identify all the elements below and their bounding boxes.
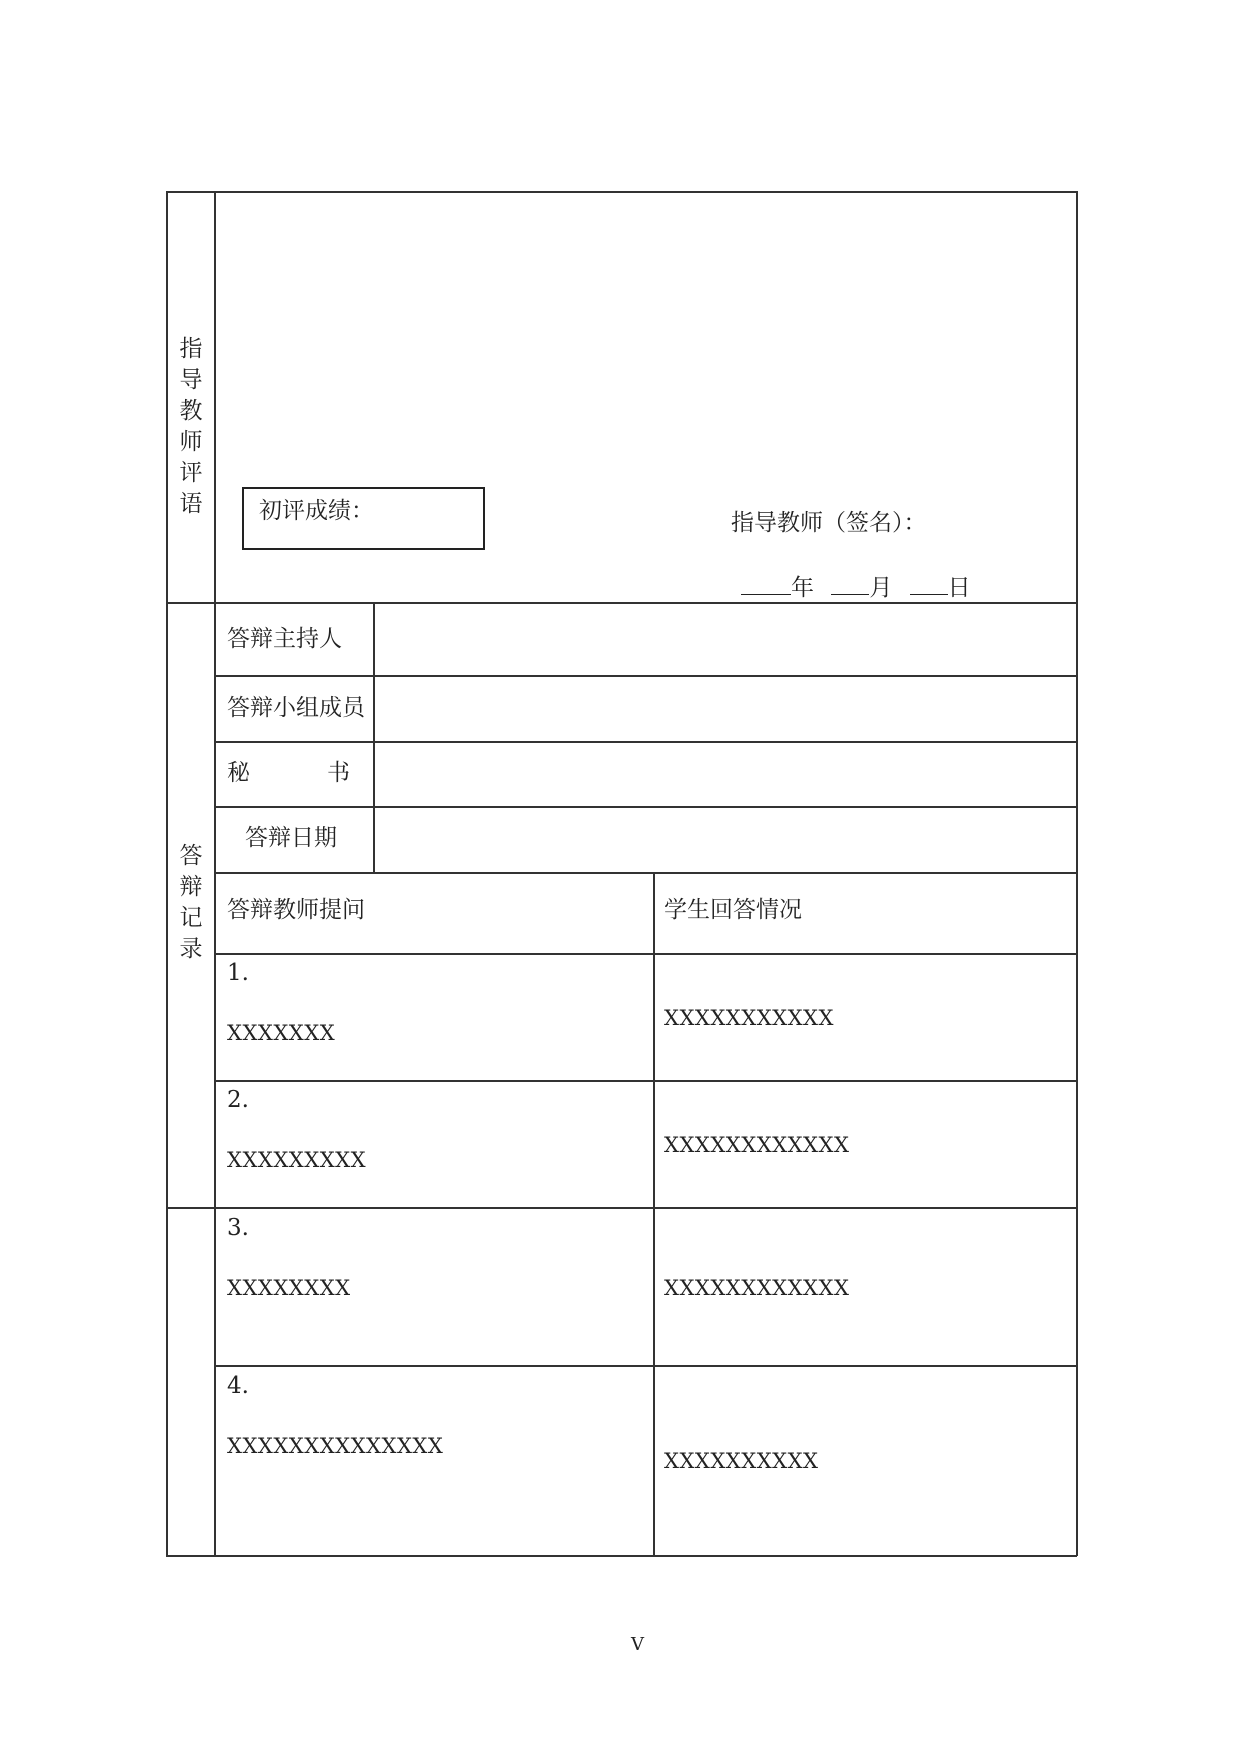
day-label: 日 bbox=[947, 575, 971, 601]
row-divider bbox=[214, 1365, 1077, 1367]
table-right-border bbox=[1076, 191, 1078, 1556]
question-number: 4. bbox=[227, 1373, 249, 1399]
table-top-border bbox=[166, 191, 1077, 193]
initial-score-label: 初评成绩： bbox=[259, 498, 374, 524]
table-bottom-border bbox=[166, 1555, 1077, 1557]
defense-record-side-label: 答辩记录 bbox=[179, 843, 203, 962]
row-divider bbox=[214, 675, 1077, 677]
question-number: 3. bbox=[227, 1215, 249, 1241]
answer-column-header: 学生回答情况 bbox=[664, 897, 802, 923]
month-label: 月 bbox=[869, 575, 893, 601]
row-divider bbox=[214, 953, 1077, 955]
answer-text: XXXXXXXXXXXX bbox=[664, 1133, 850, 1157]
question-column-header: 答辩教师提问 bbox=[227, 897, 365, 923]
table-left-border bbox=[166, 191, 168, 1556]
defense-members-label: 答辩小组成员 bbox=[227, 695, 365, 721]
row-divider bbox=[214, 741, 1077, 743]
secretary-label-part2: 书 bbox=[327, 760, 350, 786]
defense-host-label: 答辩主持人 bbox=[227, 626, 342, 652]
signature-date bbox=[741, 574, 971, 600]
defense-members-field[interactable] bbox=[380, 679, 1070, 738]
secretary-label-part1: 秘 bbox=[227, 760, 250, 786]
answer-text: XXXXXXXXXXXX bbox=[664, 1276, 850, 1300]
year-label: 年 bbox=[791, 575, 814, 601]
defense-date-field[interactable] bbox=[380, 810, 1070, 869]
info-label-divider bbox=[373, 602, 375, 873]
row-divider bbox=[214, 872, 1077, 874]
side-column-divider bbox=[214, 191, 216, 1556]
year-blank[interactable] bbox=[741, 574, 791, 595]
answer-text: XXXXXXXXXXX bbox=[664, 1006, 834, 1030]
question-text: XXXXXXXX bbox=[227, 1276, 351, 1300]
advisor-signature-label: 指导教师（签名）： bbox=[731, 510, 927, 536]
question-text: XXXXXXXXX bbox=[227, 1148, 367, 1172]
page-break-divider bbox=[166, 1207, 1077, 1209]
answer-text: XXXXXXXXXX bbox=[664, 1449, 819, 1473]
question-text: XXXXXXXXXXXXXX bbox=[227, 1434, 444, 1458]
page-number: V bbox=[631, 1634, 644, 1655]
secretary-field[interactable] bbox=[380, 745, 1070, 803]
row-divider bbox=[214, 1080, 1077, 1082]
row-divider bbox=[214, 806, 1077, 808]
defense-host-field[interactable] bbox=[380, 606, 1070, 672]
qa-column-divider bbox=[653, 872, 655, 1556]
section-divider bbox=[166, 602, 1077, 604]
advisor-comment-side-label: 指导教师评语 bbox=[179, 336, 203, 517]
defense-date-label: 答辩日期 bbox=[245, 825, 337, 851]
question-text: XXXXXXX bbox=[227, 1021, 336, 1045]
day-blank[interactable] bbox=[910, 574, 948, 595]
month-blank[interactable] bbox=[831, 574, 869, 595]
question-number: 1. bbox=[227, 960, 249, 986]
question-number: 2. bbox=[227, 1087, 249, 1113]
